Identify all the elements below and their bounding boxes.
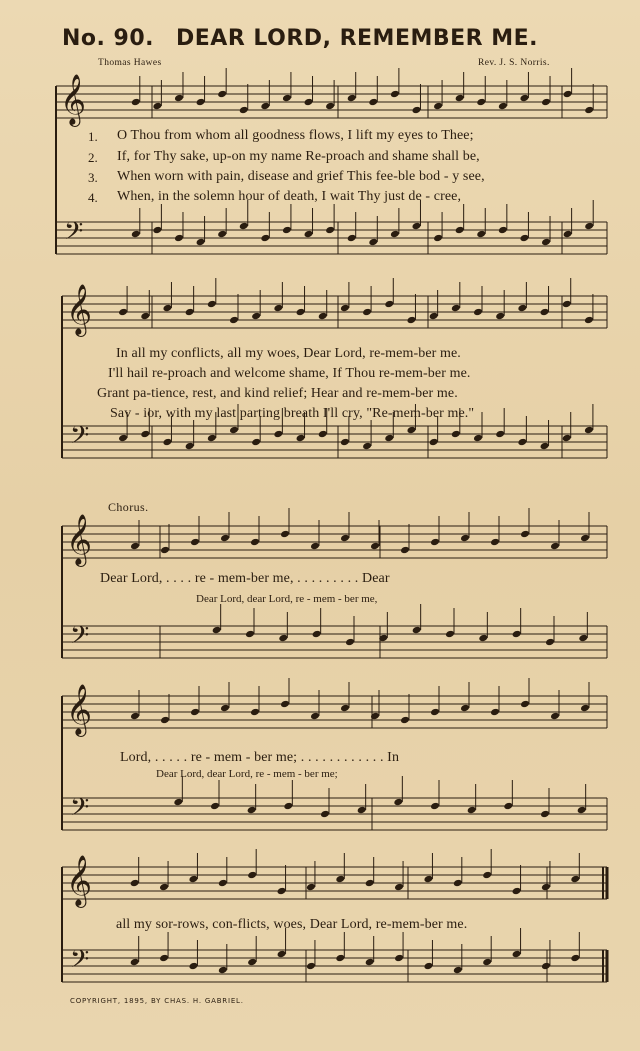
- lyric-line: When, in the solemn hour of death, I wait Thy just de - cree,: [117, 189, 462, 204]
- note-head: [140, 430, 150, 439]
- note-head: [430, 708, 440, 717]
- note-head: [503, 802, 513, 811]
- note-head: [188, 875, 198, 884]
- treble-clef-icon: 𝄞: [60, 74, 87, 125]
- note-head: [368, 98, 378, 107]
- note-head: [340, 304, 350, 313]
- note-head: [185, 308, 195, 317]
- note-head: [423, 962, 433, 971]
- note-head: [347, 234, 357, 243]
- note-head: [451, 430, 461, 439]
- note-head: [340, 534, 350, 543]
- lyric-line: If, for Thy sake, up-on my name Re-proach and shame shall be,: [117, 149, 480, 164]
- note-head: [394, 883, 404, 892]
- note-head: [541, 98, 551, 107]
- note-head: [318, 312, 328, 321]
- note-head: [520, 700, 530, 709]
- bass-clef-icon: 𝄢: [70, 421, 90, 456]
- lyric-line: Sav - ior, with my last parting breath I'll cry, "Re-mem-ber me.": [110, 406, 475, 421]
- note-head: [273, 430, 283, 439]
- note-head: [278, 634, 288, 643]
- note-head: [384, 300, 394, 309]
- note-head: [207, 300, 217, 309]
- chorus-lyric-line: Lord, . . . . . re - mem - ber me; . . . . . . . . . . . . In: [120, 750, 400, 765]
- note-head: [476, 230, 486, 239]
- note-head: [495, 312, 505, 321]
- note-head: [306, 883, 316, 892]
- chorus-lyric-line: all my sor-rows, con-flicts, woes, Dear Lord, re-mem-ber me.: [116, 917, 468, 932]
- note-head: [423, 875, 433, 884]
- note-head: [540, 442, 550, 451]
- note-head: [473, 308, 483, 317]
- note-head: [460, 534, 470, 543]
- note-head: [247, 806, 257, 815]
- note-head: [260, 102, 270, 111]
- copyright-notice: COPYRIGHT, 1895, BY CHAS. H. GABRIEL.: [70, 997, 244, 1005]
- note-head: [306, 962, 316, 971]
- note-head: [280, 700, 290, 709]
- note-head: [562, 434, 572, 443]
- note-head: [365, 958, 375, 967]
- note-head: [296, 308, 306, 317]
- note-head: [312, 630, 322, 639]
- note-head: [131, 98, 141, 107]
- note-head: [390, 90, 400, 99]
- note-head: [390, 230, 400, 239]
- note-head: [541, 238, 551, 247]
- note-head: [563, 90, 573, 99]
- note-head: [159, 883, 169, 892]
- note-head: [394, 954, 404, 963]
- note-head: [429, 438, 439, 447]
- note-head: [400, 546, 410, 555]
- note-head: [490, 538, 500, 547]
- note-head: [160, 546, 170, 555]
- note-head: [185, 442, 195, 451]
- note-head: [217, 90, 227, 99]
- note-head: [540, 308, 550, 317]
- note-head: [220, 704, 230, 713]
- note-head: [519, 94, 529, 103]
- note-head: [453, 966, 463, 975]
- treble-clef-icon: 𝄞: [66, 514, 93, 565]
- note-head: [239, 222, 249, 231]
- note-head: [570, 875, 580, 884]
- note-head: [340, 704, 350, 713]
- hymn-number: No. 90.: [62, 26, 155, 51]
- note-head: [239, 106, 249, 115]
- note-head: [445, 630, 455, 639]
- note-head: [550, 542, 560, 551]
- note-head: [160, 716, 170, 725]
- verse-number: 3.: [88, 170, 98, 185]
- note-head: [304, 230, 314, 239]
- note-head: [280, 530, 290, 539]
- verse-number: 4.: [88, 190, 98, 205]
- note-head: [580, 704, 590, 713]
- note-head: [251, 312, 261, 321]
- note-head: [210, 802, 220, 811]
- note-head: [498, 102, 508, 111]
- note-head: [495, 430, 505, 439]
- note-head: [412, 626, 422, 635]
- note-head: [325, 102, 335, 111]
- note-head: [207, 434, 217, 443]
- note-head: [517, 304, 527, 313]
- note-head: [190, 538, 200, 547]
- note-head: [584, 222, 594, 231]
- note-head: [250, 538, 260, 547]
- note-head: [540, 810, 550, 819]
- chorus-bass-lyric: Dear Lord, dear Lord, re - mem - ber me;: [156, 768, 338, 780]
- note-head: [162, 304, 172, 313]
- note-head: [384, 434, 394, 443]
- note-head: [473, 434, 483, 443]
- note-head: [357, 806, 367, 815]
- note-head: [340, 438, 350, 447]
- note-head: [476, 98, 486, 107]
- note-head: [130, 712, 140, 721]
- note-head: [218, 879, 228, 888]
- note-head: [196, 238, 206, 247]
- note-head: [131, 230, 141, 239]
- note-head: [393, 798, 403, 807]
- chorus-label: Chorus.: [108, 500, 149, 514]
- note-head: [152, 102, 162, 111]
- note-head: [580, 534, 590, 543]
- note-head: [482, 871, 492, 880]
- note-head: [498, 226, 508, 235]
- note-head: [277, 950, 287, 959]
- chorus-bass-lyric: Dear Lord, dear Lord, re - mem - ber me,: [196, 593, 378, 605]
- note-head: [218, 966, 228, 975]
- note-head: [362, 308, 372, 317]
- note-head: [320, 810, 330, 819]
- note-head: [212, 626, 222, 635]
- note-head: [188, 962, 198, 971]
- note-head: [512, 887, 522, 896]
- treble-clef-icon: 𝄞: [66, 855, 93, 906]
- note-head: [519, 234, 529, 243]
- note-head: [584, 106, 594, 115]
- note-head: [283, 802, 293, 811]
- bass-clef-icon: 𝄢: [70, 621, 90, 656]
- hymn-name: DEAR LORD, REMEMBER ME.: [176, 26, 539, 51]
- note-head: [196, 98, 206, 107]
- note-head: [130, 542, 140, 551]
- note-head: [282, 226, 292, 235]
- note-head: [570, 954, 580, 963]
- lyric-line: I'll hail re-proach and welcome shame, If Thou re-mem-ber me.: [108, 366, 471, 381]
- note-head: [365, 879, 375, 888]
- note-head: [245, 630, 255, 639]
- note-head: [482, 958, 492, 967]
- note-head: [173, 798, 183, 807]
- note-head: [455, 94, 465, 103]
- note-head: [277, 887, 287, 896]
- note-head: [467, 806, 477, 815]
- note-head: [478, 634, 488, 643]
- note-head: [347, 94, 357, 103]
- note-head: [429, 312, 439, 321]
- note-head: [282, 94, 292, 103]
- note-head: [490, 708, 500, 717]
- note-head: [563, 230, 573, 239]
- note-head: [584, 316, 594, 325]
- note-head: [453, 879, 463, 888]
- note-head: [433, 102, 443, 111]
- note-head: [550, 712, 560, 721]
- lyric-line: When worn with pain, disease and grief This fee-ble bod - y see,: [117, 169, 485, 184]
- verse-number: 1.: [88, 129, 98, 144]
- note-head: [130, 879, 140, 888]
- note-head: [260, 234, 270, 243]
- note-head: [412, 106, 422, 115]
- note-head: [577, 806, 587, 815]
- note-head: [304, 98, 314, 107]
- note-head: [406, 426, 416, 435]
- note-head: [174, 94, 184, 103]
- note-head: [229, 426, 239, 435]
- note-head: [118, 434, 128, 443]
- note-head: [400, 716, 410, 725]
- note-head: [174, 234, 184, 243]
- bass-clef-icon: 𝄢: [64, 217, 84, 252]
- note-head: [455, 226, 465, 235]
- note-head: [190, 708, 200, 717]
- lyric-line: Grant pa-tience, rest, and kind relief; Hear and re-mem-ber me.: [97, 386, 458, 401]
- note-head: [368, 238, 378, 247]
- note-head: [370, 542, 380, 551]
- note-head: [250, 708, 260, 717]
- note-head: [345, 638, 355, 647]
- note-head: [430, 538, 440, 547]
- note-head: [541, 962, 551, 971]
- lyric-line: O Thou from whom all goodness flows, I lift my eyes to Thee;: [117, 128, 474, 143]
- note-head: [545, 638, 555, 647]
- note-head: [512, 950, 522, 959]
- composer-credit: Thomas Hawes: [98, 58, 162, 68]
- note-head: [152, 226, 162, 235]
- note-head: [247, 958, 257, 967]
- note-head: [310, 712, 320, 721]
- lyric-line: In all my conflicts, all my woes, Dear Lord, re-mem-ber me.: [116, 346, 461, 361]
- note-head: [433, 234, 443, 243]
- note-head: [406, 316, 416, 325]
- note-head: [541, 883, 551, 892]
- note-head: [318, 430, 328, 439]
- author-credit: Rev. J. S. Norris.: [478, 58, 550, 68]
- note-head: [430, 802, 440, 811]
- verse-number: 2.: [88, 150, 98, 165]
- note-head: [229, 316, 239, 325]
- note-head: [247, 871, 257, 880]
- note-head: [217, 230, 227, 239]
- note-head: [130, 958, 140, 967]
- bass-clef-icon: 𝄢: [70, 945, 90, 980]
- note-head: [140, 312, 150, 321]
- treble-clef-icon: 𝄞: [66, 684, 93, 735]
- note-head: [325, 226, 335, 235]
- note-head: [412, 222, 422, 231]
- note-head: [159, 954, 169, 963]
- note-head: [460, 704, 470, 713]
- note-head: [162, 438, 172, 447]
- note-head: [562, 300, 572, 309]
- note-head: [296, 434, 306, 443]
- note-head: [335, 954, 345, 963]
- note-head: [118, 308, 128, 317]
- note-head: [451, 304, 461, 313]
- note-head: [220, 534, 230, 543]
- chorus-lyric-line: Dear Lord, . . . . re - mem-ber me, . . . . . . . . . Dear: [100, 571, 390, 586]
- note-head: [520, 530, 530, 539]
- note-head: [335, 875, 345, 884]
- note-head: [517, 438, 527, 447]
- bass-clef-icon: 𝄢: [70, 793, 90, 828]
- note-head: [584, 426, 594, 435]
- note-head: [578, 634, 588, 643]
- note-head: [251, 438, 261, 447]
- note-head: [310, 542, 320, 551]
- note-head: [362, 442, 372, 451]
- note-head: [273, 304, 283, 313]
- treble-clef-icon: 𝄞: [66, 284, 93, 335]
- note-head: [512, 630, 522, 639]
